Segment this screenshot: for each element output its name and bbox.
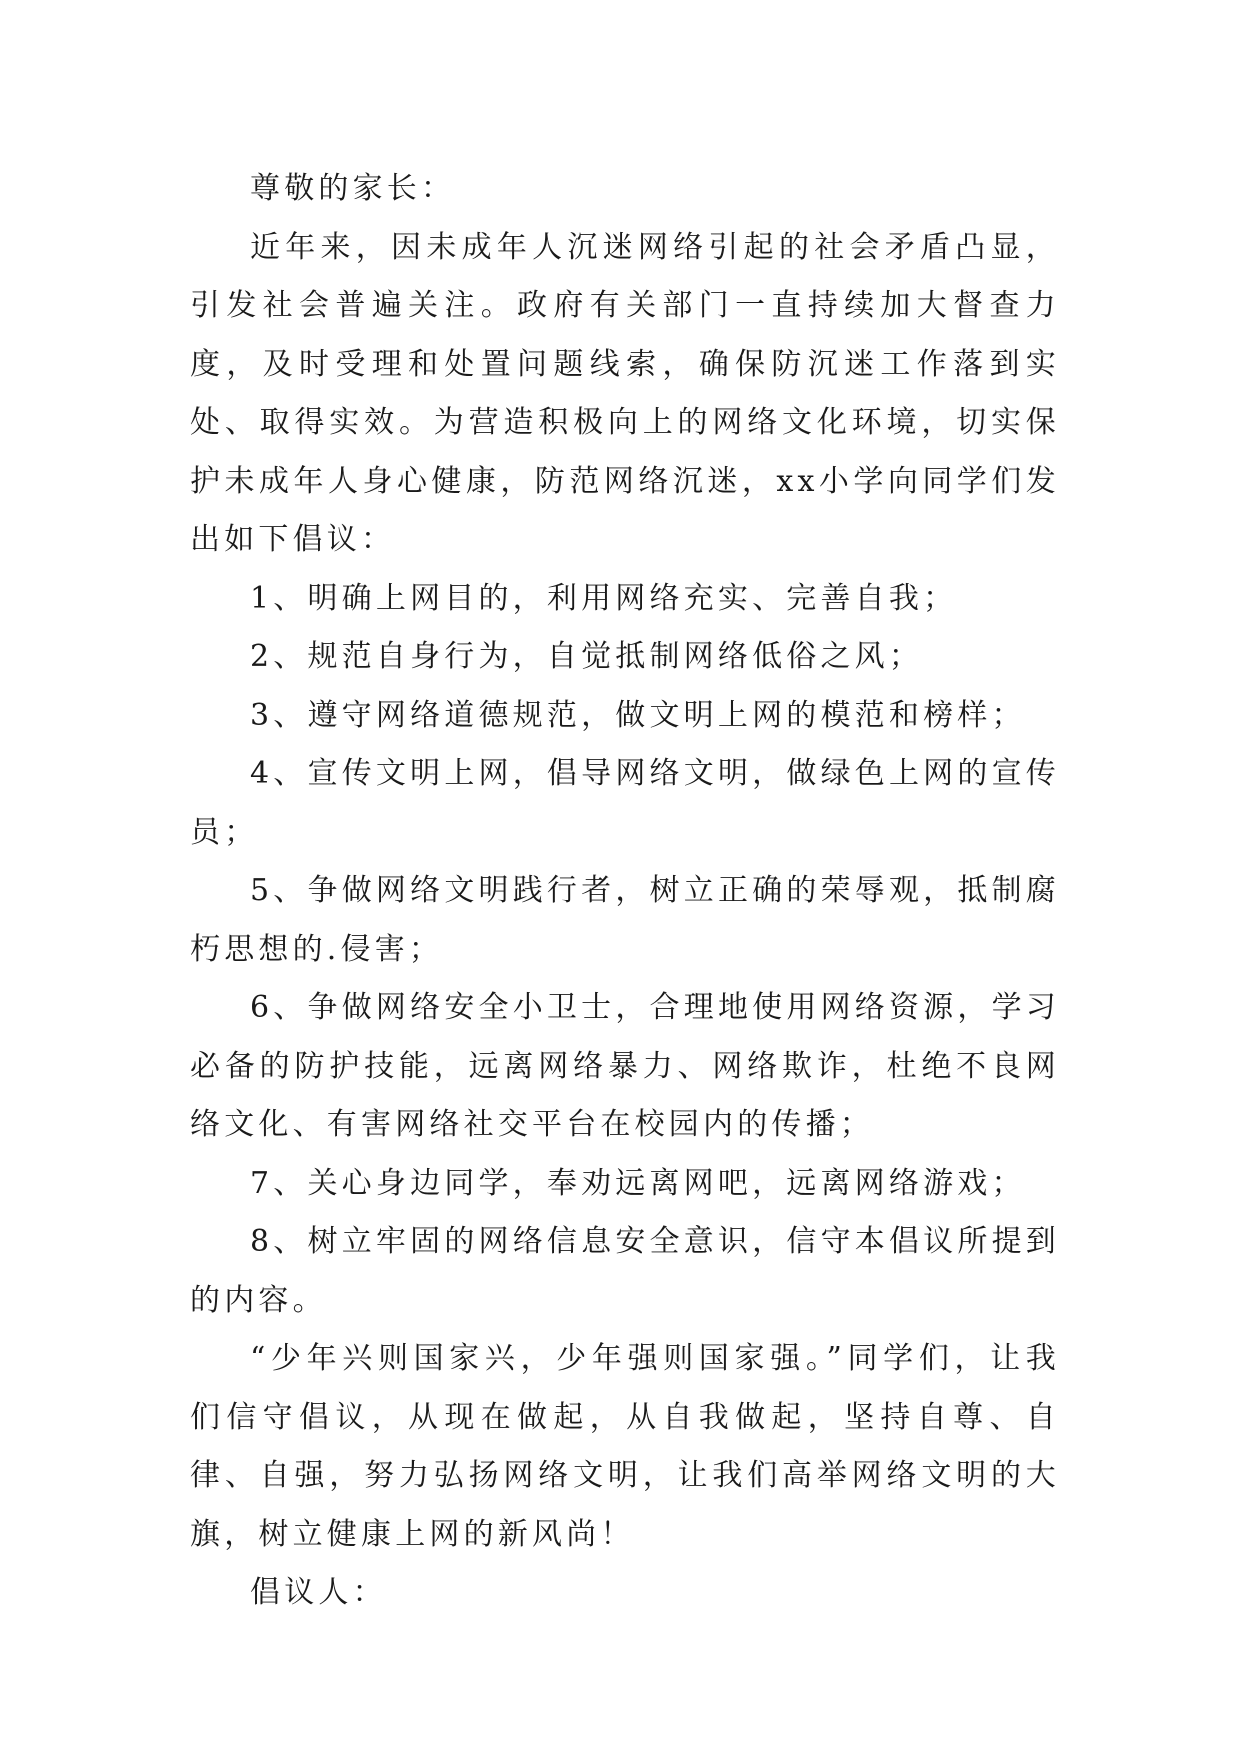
list-item: 8、树立牢固的网络信息安全意识，信守本倡议所提到的内容。 [190,1224,1060,1318]
list-item: 1、明确上网目的，利用网络充实、完善自我； [250,580,958,616]
list-item: 4、宣传文明上网，倡导网络文明，做绿色上网的宣传员； [190,756,1060,850]
list-item: 5、争做网络文明践行者，树立正确的荣辱观，抵制腐朽思想的.侵害； [190,873,1060,967]
intro-paragraph: 近年来，因未成年人沉迷网络引起的社会矛盾凸显，引发社会普遍关注。政府有关部门一直持续加大督查力度，及时受理和处置问题线索，确保防沉迷工作落到实处、取得实效。为营造积极向上的网络文化环境，切实保护未成年人身心健康，防范网络沉迷，xx小学向同学们发出如下倡议： [190,229,1060,557]
signature-line: 倡议人： [250,1575,387,1610]
document-body [190,160,1060,1623]
salutation: 尊敬的家长： [250,171,456,206]
list-item: 3、遵守网络道德规范，做文明上网的模范和榜样； [250,697,1026,733]
list-item: 2、规范自身行为，自觉抵制网络低俗之风； [250,639,924,674]
list-item: 6、争做网络安全小卫士，合理地使用网络资源，学习必备的防护技能，远离网络暴力、网络欺诈，杜绝不良网络文化、有害网络社交平台在校园内的传播； [190,990,1060,1142]
closing-paragraph: “少年兴则国家兴，少年强则国家强。”同学们，让我们信守倡议，从现在做起，从自我做起，坚持自尊、自律、自强，努力弘扬网络文明，让我们高举网络文明的大旗，树立健康上网的新风尚！ [190,1341,1060,1552]
list-item: 7、关心身边同学，奉劝远离网吧，远离网络游戏； [250,1165,1026,1201]
